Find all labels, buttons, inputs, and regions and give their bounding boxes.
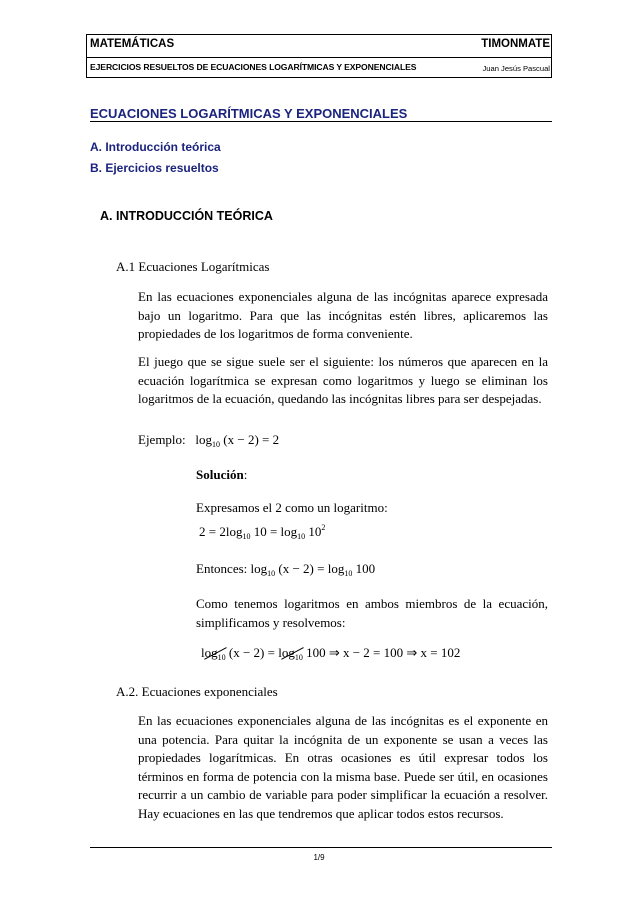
- header-subject: MATEMÁTICAS: [90, 38, 175, 50]
- eq2-mid: 10 = log: [250, 524, 298, 539]
- struck-log-left: [201, 645, 226, 660]
- toc-item-exercises[interactable]: B. Ejercicios resueltos: [90, 161, 219, 175]
- equation-entonces: [196, 561, 375, 577]
- example-base: 10: [212, 440, 221, 449]
- header-author: Juan Jesús Pascual: [482, 64, 550, 73]
- paragraph-log-intro: En las ecuaciones exponenciales alguna de las incógnitas aparece expresada bajo un logaritmo. Para que las incógnitas estén libres, aplicaremos las propiedades de los logaritmos de forma conveniente.: [138, 289, 548, 341]
- step-express-two: Expresamos el 2 como un logaritmo:: [196, 500, 388, 515]
- paragraph-exp-intro: En las ecuaciones exponenciales alguna de las incógnitas es el exponente en una potencia. Para quitar la incógnita de un exponente se usan a veces las propiedades logarítmicas. En otras ocasiones es útil expresar todos los términos en forma de potencia con la misma base. Puede ser útil, en ocasiones recurrir a un cambio de variable para poder simplificar la ecuación a resolver. Hay ecuaciones en las que tendremos que aplicar todos estos recursos.: [138, 713, 548, 821]
- eq2-exp: 2: [321, 523, 326, 532]
- eq2-rhs: 10: [305, 524, 322, 539]
- paragraph-log-method: El juego que se sigue suele ser el siguiente: los números que aparecen en la ecuación logarítmica se expresan como logaritmos y luego se eliminan los logaritmos de la ecuación, quedando las incógnitas libres para ser despejadas.: [138, 354, 548, 406]
- eq3-base2: 10: [294, 653, 303, 662]
- equation-two-as-log: [199, 524, 325, 540]
- example-line: [138, 432, 279, 448]
- page-title: ECUACIONES LOGARÍTMICAS Y EXPONENCIALES: [90, 106, 408, 121]
- eq3-log2: log: [278, 645, 295, 660]
- solution-label-line: [196, 467, 247, 483]
- example-log: log: [195, 432, 213, 447]
- solution-colon: :: [243, 467, 248, 482]
- header-topic: EJERCICIOS RESUELTOS DE ECUACIONES LOGARÍTMICAS Y EXPONENCIALES: [90, 62, 417, 72]
- eq2-base2: 10: [297, 532, 306, 541]
- equation-solution: [201, 645, 460, 661]
- eq2-base: 10: [242, 532, 251, 541]
- section-a-heading: A. INTRODUCCIÓN TEÓRICA: [100, 209, 273, 223]
- example-label: Ejemplo:: [138, 432, 186, 447]
- header-site: TIMONMATE: [481, 38, 550, 50]
- header-divider: [86, 57, 552, 58]
- footer-rule: [90, 847, 552, 848]
- entonces-base: 10: [267, 569, 276, 578]
- entonces-label: Entonces:: [196, 561, 248, 576]
- subsection-a2-heading: A.2. Ecuaciones exponenciales: [116, 684, 278, 699]
- page-number: 1/9: [313, 853, 325, 862]
- entonces-log: log: [250, 561, 268, 576]
- solution-label: Solución: [196, 467, 244, 482]
- eq3-log1: log: [201, 645, 218, 660]
- eq3-mid: (x − 2) =: [225, 645, 279, 660]
- subsection-a1-heading: A.1 Ecuaciones Logarítmicas: [116, 259, 270, 274]
- eq3-rhs: 100 ⇒ x − 2 = 100 ⇒ x = 102: [302, 645, 461, 660]
- toc-item-intro[interactable]: A. Introducción teórica: [90, 140, 221, 154]
- entonces-rhs: 100: [352, 561, 376, 576]
- struck-log-right: [278, 645, 303, 660]
- example-arg: (x − 2) = 2: [223, 432, 280, 447]
- eq3-base1: 10: [217, 653, 226, 662]
- entonces-base2: 10: [344, 569, 353, 578]
- eq2-lhs: 2 = 2log: [199, 524, 243, 539]
- entonces-mid: (x − 2) = log: [275, 561, 345, 576]
- paragraph-simplify: Como tenemos logaritmos en ambos miembros de la ecuación, simplificamos y resolvemos:: [196, 596, 548, 630]
- title-rule: [90, 121, 552, 122]
